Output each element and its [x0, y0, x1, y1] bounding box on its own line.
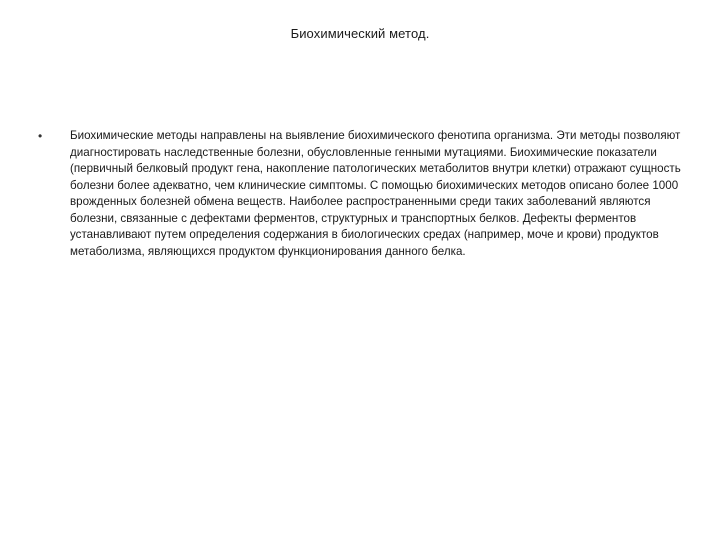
bullet-marker: • — [38, 129, 43, 143]
bullet-item — [38, 128, 688, 260]
slide-content — [38, 128, 688, 260]
slide-title: Биохимический метод. — [290, 26, 430, 41]
bullet-text: Биохимические методы направлены на выявление биохимического фенотипа организма. Эти методы позволяют диагностировать наследственные болезни, обусловленные генными мутациями. Биохимические показатели (первичный белковый продукт гена, накопление патологических метаболитов внутри клетки) отражают сущность болезни более адекватно, чем клинические симптомы. С помощью биохимических методов описано более 1000 врожденных болезней обмена веществ. Наиболее распространенными среди таких заболеваний являются болезни, связанные с дефектами ферментов, структурных и транспортных белков. Дефекты ферментов устанавливают путем определения содержания в биологических средах (например, моче и крови) продуктов метаболизма, являющихся продуктом функционирования данного белка. — [70, 129, 681, 258]
